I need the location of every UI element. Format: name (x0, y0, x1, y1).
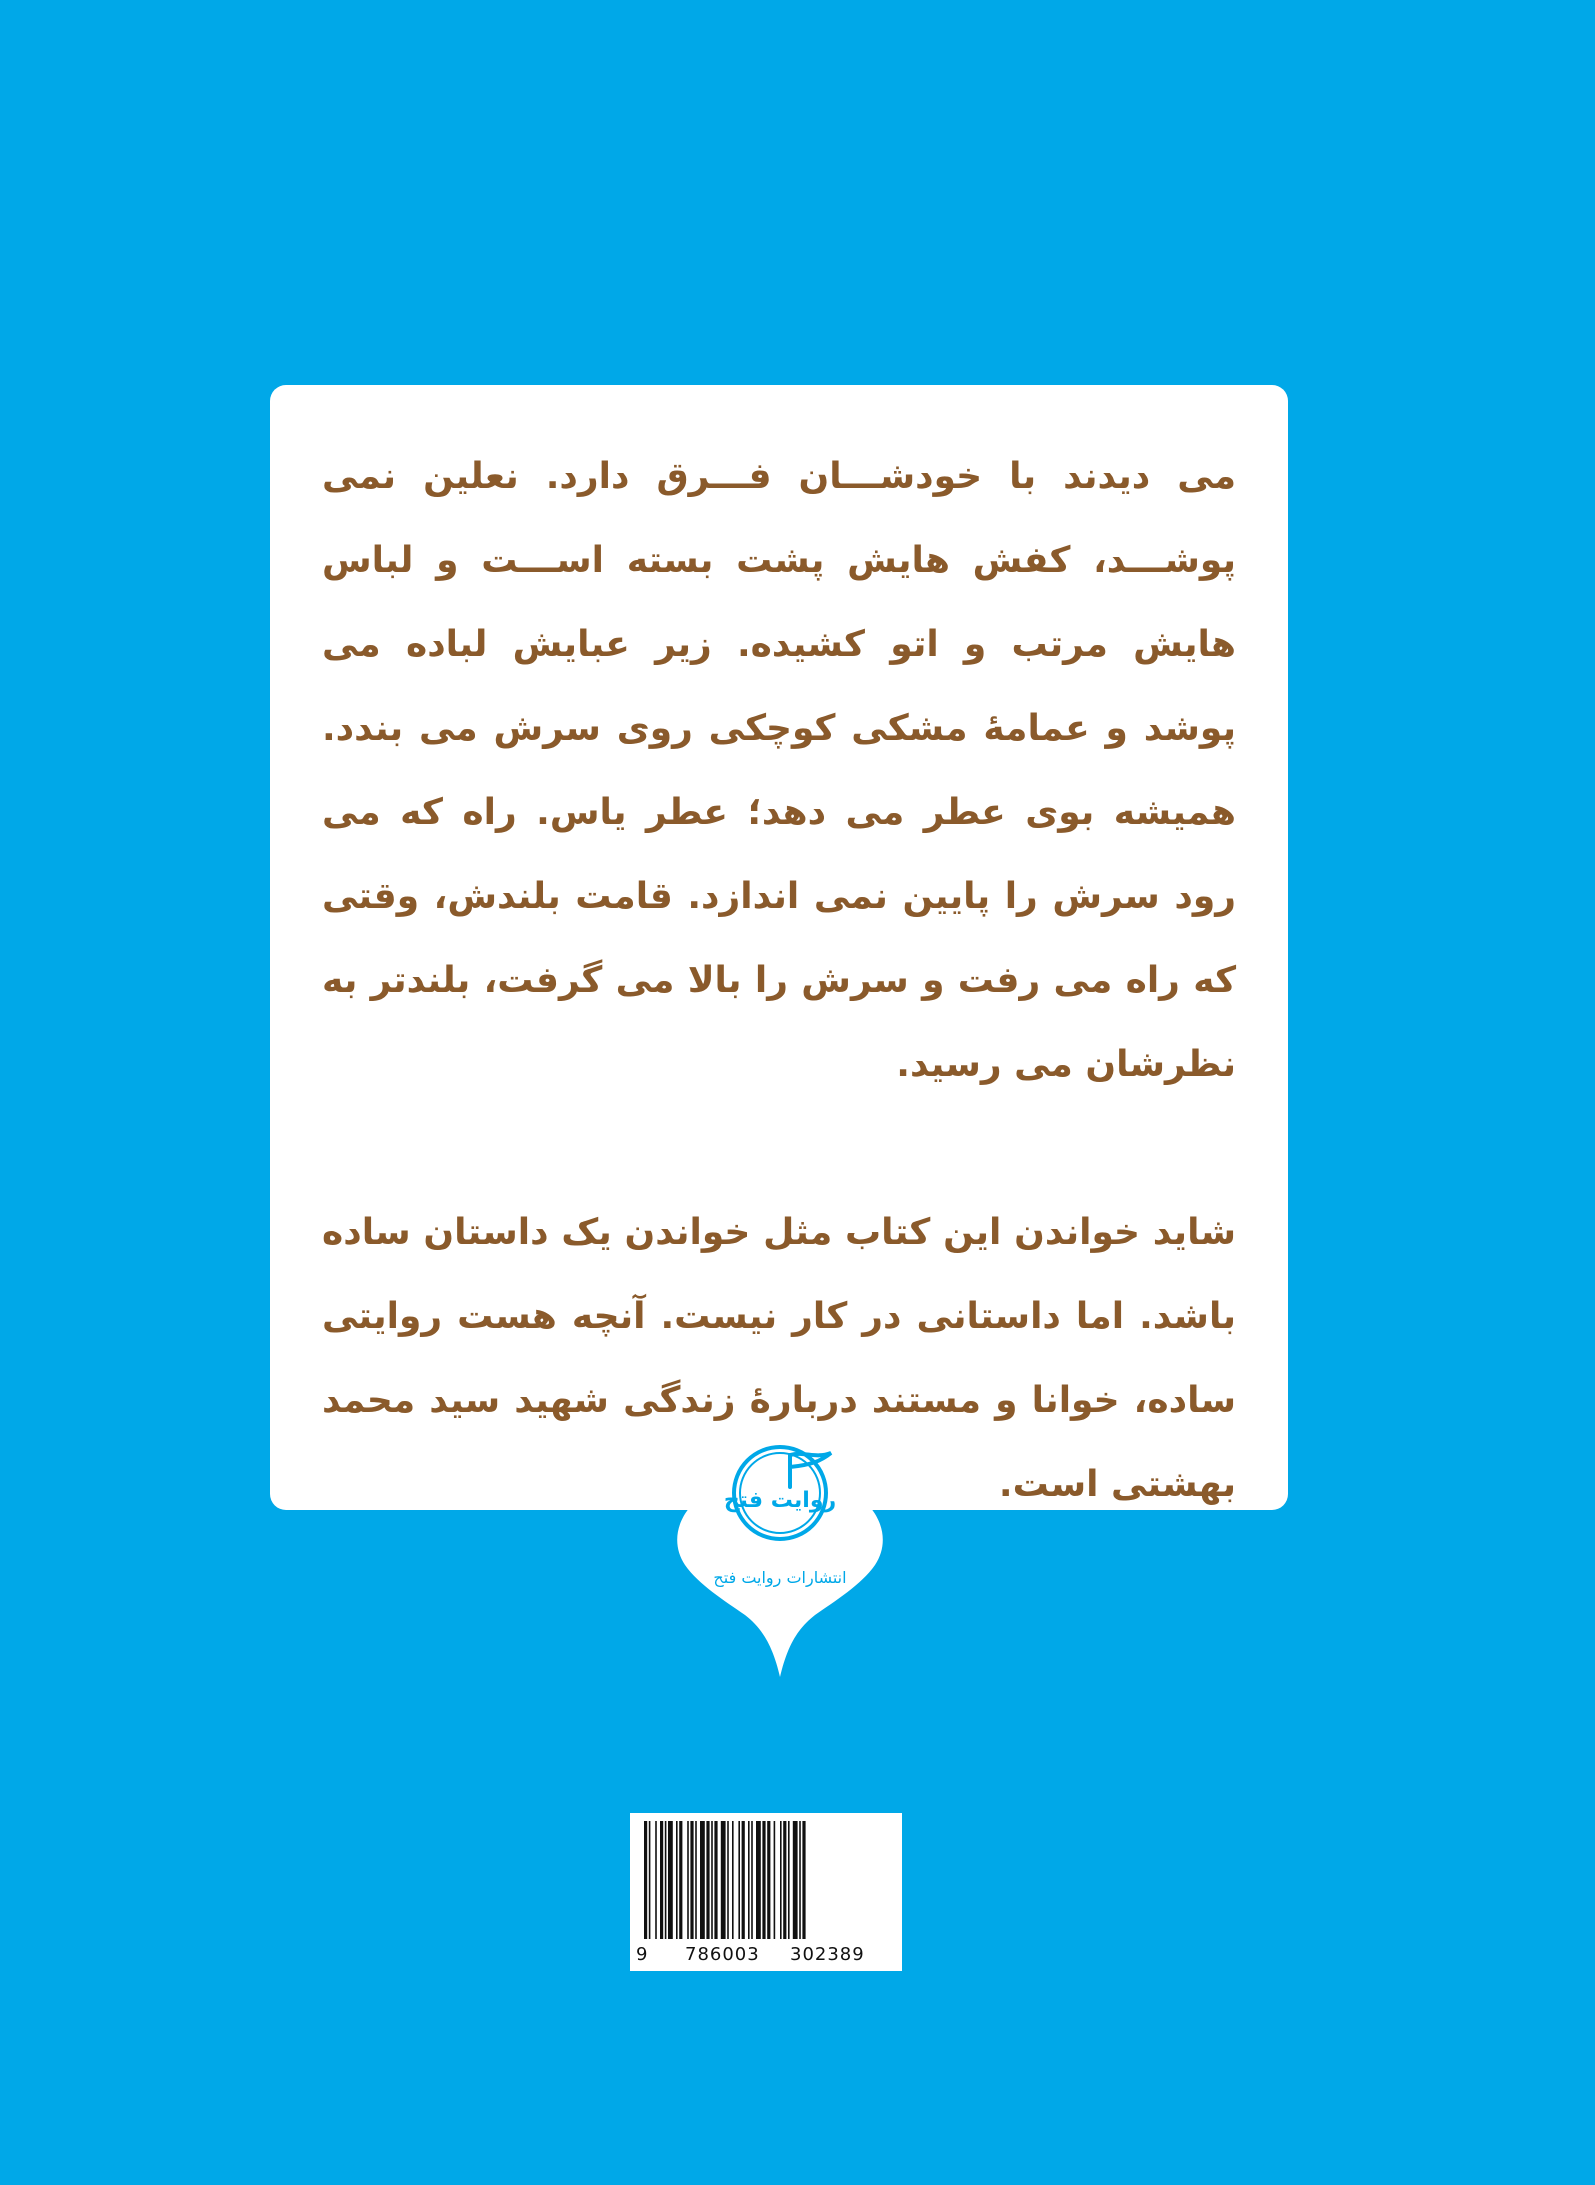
barcode-bar (695, 1821, 697, 1939)
barcode-bar (767, 1821, 770, 1939)
blurb-card (270, 385, 1288, 1510)
barcode-bar (700, 1821, 705, 1939)
barcode-bar (732, 1821, 734, 1939)
barcode-bar (644, 1821, 647, 1939)
barcode-bar (780, 1821, 782, 1939)
barcode-bar (774, 1821, 776, 1939)
barcode-bar (668, 1821, 673, 1939)
barcode-bar (655, 1821, 657, 1939)
barcode-bar (665, 1821, 667, 1939)
barcode-bar (793, 1821, 798, 1939)
publisher-logo-text: روایت فتح (723, 1488, 837, 1513)
barcode-digit-group-1: 786003 (685, 1944, 760, 1965)
blurb-paragraph-1: می دیدند با خودشـــان فـــرق دارد. نعلین نمی پوشـــد، کفش هایش پشت بسته اســـت و لباس هایش مرتب و اتو کشیده. زیر عبایش لباده می پوشد و عمامهٔ مشکی کوچکی روی سرش می بندد. همیشه بوی عطر می دهد؛ عطر یاس. راه که می رود سرش را پایین نمی اندازد. قامت بلندش، وقتی که راه می رفت و سرش را بالا می گرفت، بلندتر به نظرشان می رسید. (322, 456, 1236, 1085)
barcode-bar (788, 1821, 790, 1939)
publisher-logo (665, 1425, 895, 1685)
barcode-bar (679, 1821, 682, 1939)
barcode-bar (748, 1821, 750, 1939)
barcode-bar (721, 1821, 726, 1939)
barcode-digit-prefix: 9 (636, 1944, 649, 1965)
barcode-bar (738, 1821, 740, 1939)
barcode-bar (727, 1821, 729, 1939)
barcode-bar (711, 1821, 713, 1939)
barcode-bar (762, 1821, 765, 1939)
barcode-bar (799, 1821, 801, 1939)
barcode-bar (756, 1821, 761, 1939)
isbn-barcode (630, 1813, 902, 1971)
barcode-bar (751, 1821, 753, 1939)
barcode-bar (783, 1821, 786, 1939)
blurb-paragraph-2: شاید خواندن این کتاب مثل خواندن یک داستان ساده باشد. اما داستانی در کار نیست. آنچه هست روایتی ساده، خوانا و مستند دربارهٔ زندگی شهید سید محمد بهشتی است. (322, 1212, 1236, 1505)
publisher-caption: انتشارات روایت فتح (713, 1568, 847, 1587)
barcode-digit-group-2: 302389 (790, 1944, 865, 1965)
barcode-bar (690, 1821, 693, 1939)
barcode-bar (706, 1821, 709, 1939)
barcode-bar (742, 1821, 745, 1939)
barcode-bars (644, 1821, 888, 1939)
blurb-text (322, 435, 1236, 1527)
barcode-bar (676, 1821, 678, 1939)
barcode-bar (802, 1821, 805, 1939)
barcode-bar (714, 1821, 717, 1939)
publisher-badge (665, 1425, 895, 1685)
barcode-bar (660, 1821, 663, 1939)
barcode-bar (649, 1821, 651, 1939)
barcode-bar (687, 1821, 689, 1939)
